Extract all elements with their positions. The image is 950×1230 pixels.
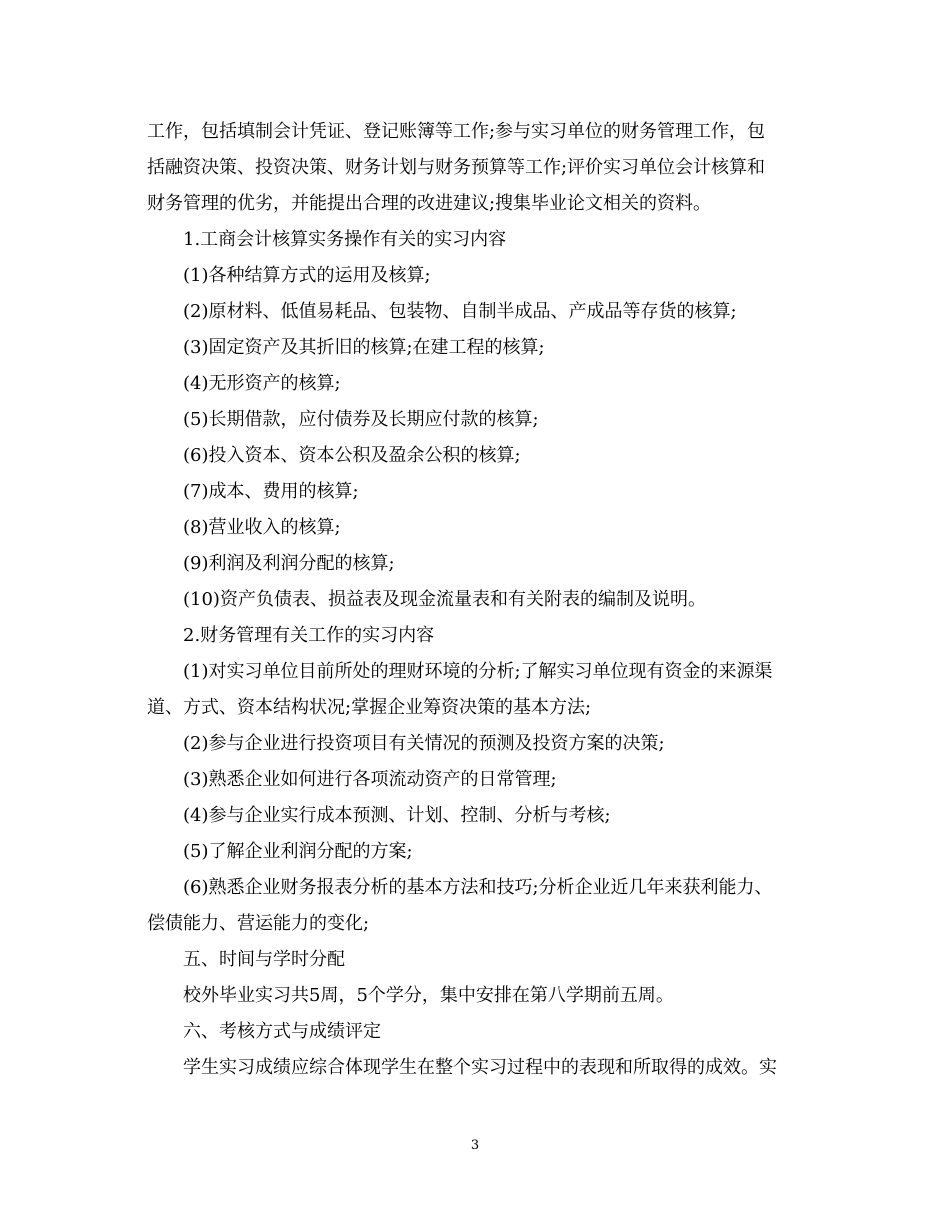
text-line: (2)原材料、低值易耗品、包装物、自制半成品、产成品等存货的核算; [183,301,737,322]
text-line: (4)无形资产的核算; [183,373,341,394]
text-line: (6)投入资本、资本公积及盈余公积的核算; [183,445,521,466]
text-line: 校外毕业实习共5周，5个学分，集中安排在第八学期前五周。 [183,985,674,1006]
text-line: 偿债能力、营运能力的变化; [147,913,370,934]
text-line: 1.工商会计核算实务操作有关的实习内容 [183,229,507,250]
text-line: (7)成本、费用的核算; [183,481,359,502]
text-line: (6)熟悉企业财务报表分析的基本方法和技巧;分析企业近几年来获利能力、 [183,877,773,898]
text-line: 工作，包括填制会计凭证、登记账簿等工作;参与实习单位的财务管理工作，包 [147,121,766,142]
text-line: 财务管理的优劣，并能提出合理的改进建议;搜集毕业论文相关的资料。 [147,193,712,214]
text-line: (10)资产负债表、损益表及现金流量表和有关附表的编制及说明。 [183,589,706,610]
text-line: (1)各种结算方式的运用及核算; [183,265,431,286]
page-number: 3 [470,1138,480,1153]
text-line: 六、考核方式与成绩评定 [183,1021,381,1042]
text-line: 道、方式、资本结构状况;掌握企业筹资决策的基本方法; [147,697,592,718]
text-line: (3)固定资产及其折旧的核算;在建工程的核算; [183,337,545,358]
text-line: 学生实习成绩应综合体现学生在整个实习过程中的表现和所取得的成效。实 [183,1057,777,1078]
text-line: (3)熟悉企业如何进行各项流动资产的日常管理; [183,769,557,790]
text-line: 五、时间与学时分配 [183,949,345,970]
text-line: (9)利润及利润分配的核算; [183,553,395,574]
text-line: 2.财务管理有关工作的实习内容 [183,625,435,646]
text-line: (5)长期借款，应付债券及长期应付款的核算; [183,409,539,430]
body-text [147,114,807,1086]
text-line: (1)对实习单位目前所处的理财环境的分析;了解实习单位现有资金的来源渠 [183,661,773,682]
text-line: (8)营业收入的核算; [183,517,341,538]
text-line: (5)了解企业利润分配的方案; [183,841,413,862]
text-line: (4)参与企业实行成本预测、计划、控制、分析与考核; [183,805,611,826]
text-line: 括融资决策、投资决策、财务计划与财务预算等工作;评价实习单位会计核算和 [147,157,766,178]
text-line: (2)参与企业进行投资项目有关情况的预测及投资方案的决策; [183,733,665,754]
